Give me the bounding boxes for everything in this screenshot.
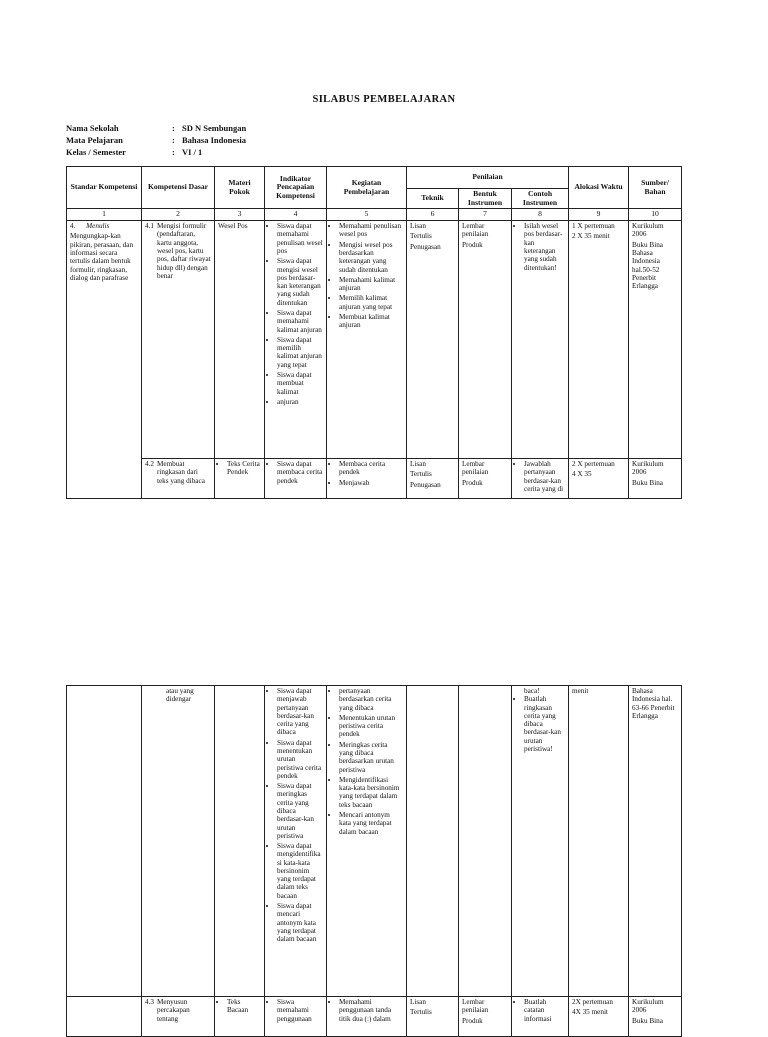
- column-number-row: [67, 209, 682, 221]
- list-item: • Siswa dapat membaca cerita pendek: [277, 460, 323, 485]
- cell-standar-kompetensi: [67, 686, 142, 997]
- cell-teknik: Lisan Tertulis Penugasan: [407, 221, 459, 459]
- col-number: 1: [67, 209, 142, 221]
- header-alokasi: Alokasi Waktu: [569, 167, 629, 209]
- cell-kd: 4.2 Membuat ringkasan dari teks yang dibaca: [142, 459, 215, 499]
- col-number: 6: [407, 209, 459, 221]
- cell-teknik: [407, 686, 459, 997]
- cell-sumber: Bahasa Indonesia hal. 63-66 Penerbit Erlangga: [629, 686, 682, 997]
- list-item: • Siswa dapat mengidentifika si kata-kata bersinonim yang terdapat dalam teks bacaan: [277, 842, 323, 900]
- col-number: 8: [512, 209, 569, 221]
- meta-row-kelas: Kelas / Semester : VI / 1: [66, 147, 203, 157]
- cell-kegiatan: [327, 221, 407, 459]
- cell-contoh: baca! • Buatlah ringkasan cerita yang dibaca berdasar-kan urutan peristiwa!: [512, 686, 569, 997]
- meta-key: Mata Pelajaran: [66, 135, 123, 145]
- list-item: • Isilah wesel pos berdasar-kan keterangan yang sudah ditentukan!: [524, 222, 565, 272]
- col-number: 10: [629, 209, 682, 221]
- col-number: 7: [459, 209, 512, 221]
- list-item: • Siswa dapat menentukan urutan peristiwa cerita pendek: [277, 739, 323, 780]
- table-row: [67, 459, 682, 499]
- cell-teknik: Lisan Tertulis: [407, 997, 459, 1037]
- meta-row-pelajaran: Mata Pelajaran : Bahasa Indonesia: [66, 135, 247, 145]
- cell-teknik: Lisan Tertulis Penugasan: [407, 459, 459, 499]
- list-item: • Teks Bacaan: [227, 998, 261, 1015]
- cell-standar-kompetensi: 4. Menulis Mengungkap-kan pikiran, perasaan, dan informasi secara tertulis dalam bentuk formulir, ringkasan, dialog dan parafrase: [67, 221, 142, 499]
- cell-indikator: [265, 221, 327, 459]
- meta-row-sekolah: Nama Sekolah : SD N Sembungan: [66, 123, 247, 133]
- syllabus-table-continued: [66, 685, 682, 997]
- list-item: • Memilih kalimat anjuran yang tepat: [339, 294, 403, 311]
- cell-materi: [215, 997, 265, 1037]
- col-number: 3: [215, 209, 265, 221]
- list-item: • Teks Cerita Pendek: [227, 460, 261, 477]
- page-title: SILABUS PEMBELAJARAN: [312, 94, 456, 105]
- cell-indikator: [265, 686, 327, 997]
- kd-text: Menyusun percakapan tentang: [156, 998, 190, 1023]
- cell-contoh: [512, 459, 569, 499]
- cell-sumber: Kurikulum 2006 Buku Bina: [629, 997, 682, 1037]
- list-item: • Siswa dapat meringkas cerita yang dibaca berdasar-kan urutan peristiwa: [277, 782, 323, 840]
- table-row: [67, 686, 682, 997]
- cell-contoh: [512, 221, 569, 459]
- list-item: • anjuran: [277, 398, 323, 406]
- header-materi: Materi Pokok: [215, 167, 265, 209]
- list-item: • Membuat kalimat anjuran: [339, 313, 403, 330]
- list-item: • Siswa dapat memahami penulisan wesel pos: [277, 222, 323, 255]
- cell-kd: 4.1 Mengisi formulir (pendaftaran, kartu anggota, wesel pos, kartu pos, daftar riwayat hidup dll) dengan benar: [142, 221, 215, 459]
- table-row: [67, 997, 682, 1037]
- col-number: 4: [265, 209, 327, 221]
- list-item: • Siswa dapat memahami kalimat anjuran: [277, 309, 323, 334]
- header-standar: Standar Kompetensi: [67, 167, 142, 209]
- cell-alokasi: 1 X pertemuan 2 X 35 menit: [569, 221, 629, 459]
- cell-alokasi: 2 X pertemuan 4 X 35: [569, 459, 629, 499]
- header-teknik: Teknik: [407, 189, 459, 209]
- cell-bentuk: Lembar penilaian Produk: [459, 997, 512, 1037]
- col-number: 2: [142, 209, 215, 221]
- header-bentuk: Bentuk Instrumen: [459, 189, 512, 209]
- col-number: 5: [327, 209, 407, 221]
- list-item: • Jawablah pertanyaan berdasar-kan cerita yang di: [524, 460, 565, 493]
- table-row: [67, 221, 682, 459]
- kd-text: Mengisi formulir (pendaftaran, kartu anggota, wesel pos, kartu pos, daftar riwayat hidup dll) dengan benar: [156, 222, 211, 280]
- sk-body: Mengungkap-kan pikiran, perasaan, dan informasi secara tertulis dalam bentuk formulir, ringkasan, dialog dan parafrase: [70, 232, 134, 282]
- cell-indikator: [265, 459, 327, 499]
- cell-sumber: Kurikulum 2006 Buku Bina Bahasa Indonesia hal.50-52 Penerbit Erlangga: [629, 221, 682, 459]
- cell-kd: 4.3 Menyusun percakapan tentang: [142, 997, 215, 1037]
- cell-sumber: Kurikulum 2006 Buku Bina: [629, 459, 682, 499]
- list-item: • Mengisi wesel pos berdasarkan keterangan yang sudah ditentukan: [339, 241, 403, 274]
- cell-indikator: [265, 997, 327, 1037]
- list-item: • Menentukan urutan peristiwa cerita pendek: [339, 714, 403, 739]
- list-item: • Memahami kalimat anjuran: [339, 276, 403, 293]
- cell-kegiatan: [327, 997, 407, 1037]
- header-contoh: Contoh Instrumen: [512, 189, 569, 209]
- header-indikator: Indikator Pencapaian Kompetensi: [265, 167, 327, 209]
- meta-key: Nama Sekolah: [66, 123, 119, 133]
- list-item: • Siswa dapat mencari antonym kata yang terdapat dalam bacaan: [277, 902, 323, 943]
- list-item: • Meringkas cerita yang dibaca berdasarkan urutan peristiwa: [339, 741, 403, 774]
- header-kegiatan: Kegiatan Pembelajaran: [327, 167, 407, 209]
- syllabus-table-next-row: [66, 996, 682, 1037]
- list-item: • Siswa dapat menjawab pertanyaan berdasar-kan cerita yang dibaca: [277, 687, 323, 737]
- list-item: • Buatlah catatan informasi: [524, 998, 565, 1023]
- cell-materi: Wesel Pos: [215, 221, 265, 459]
- cell-kegiatan: [327, 686, 407, 997]
- list-item: • Siswa dapat memilih kalimat anjuran yang tepat: [277, 336, 323, 369]
- list-item: • Buatlah ringkasan cerita yang dibaca berdasar-kan urutan peristiwa!: [524, 695, 565, 753]
- list-item: • pertanyaan berdasarkan cerita yang dibaca: [339, 687, 403, 712]
- list-item: • Memahami penulisan wesel pos: [339, 222, 403, 239]
- cell-contoh: [512, 997, 569, 1037]
- header-kd: Kompetensi Dasar: [142, 167, 215, 209]
- list-item: • Mengidentifikasi kata-kata bersinonim yang terdapat dalam teks bacaan: [339, 776, 403, 809]
- col-number: 9: [569, 209, 629, 221]
- cell-materi: [215, 459, 265, 499]
- meta-value: SD N Sembungan: [182, 123, 247, 133]
- cell-bentuk: [459, 686, 512, 997]
- list-item: • Memahami penggunaan tanda titik dua (:) dalam: [339, 998, 403, 1023]
- meta-value: Bahasa Indonesia: [182, 135, 247, 145]
- document-meta: [66, 122, 246, 158]
- cell-kd: atau yang didengar: [142, 686, 215, 997]
- meta-value: VI / 1: [182, 147, 203, 157]
- cell-kegiatan: [327, 459, 407, 499]
- header-penilaian: Penilaian: [407, 167, 569, 189]
- list-item: • Membaca cerita pendek: [339, 460, 403, 477]
- meta-key: Kelas / Semester: [66, 147, 126, 157]
- list-item: • Menjawab: [339, 479, 403, 487]
- cell-alokasi: 2X pertemuan 4X 35 menit: [569, 997, 629, 1037]
- list-item: • Siswa memahami penggunaan: [277, 998, 323, 1023]
- syllabus-table: [66, 166, 682, 499]
- cell-materi: [215, 686, 265, 997]
- cell-standar-kompetensi: [67, 997, 142, 1037]
- sk-title: Menulis: [86, 222, 110, 231]
- kd-text: Membuat ringkasan dari teks yang dibaca: [156, 460, 205, 485]
- list-item: • Mencari antonym kata yang terdapat dalam bacaan: [339, 811, 403, 836]
- cell-alokasi: menit: [569, 686, 629, 997]
- list-item: • Siswa dapat membuat kalimat: [277, 371, 323, 396]
- header-sumber: Sumber/ Bahan: [629, 167, 682, 209]
- cell-bentuk: Lembar penilaian Produk: [459, 459, 512, 499]
- cell-bentuk: Lembar penilaian Produk: [459, 221, 512, 459]
- list-item: • Siswa dapat mengisi wesel pos berdasar-kan keterangan yang sudah ditentukan: [277, 257, 323, 307]
